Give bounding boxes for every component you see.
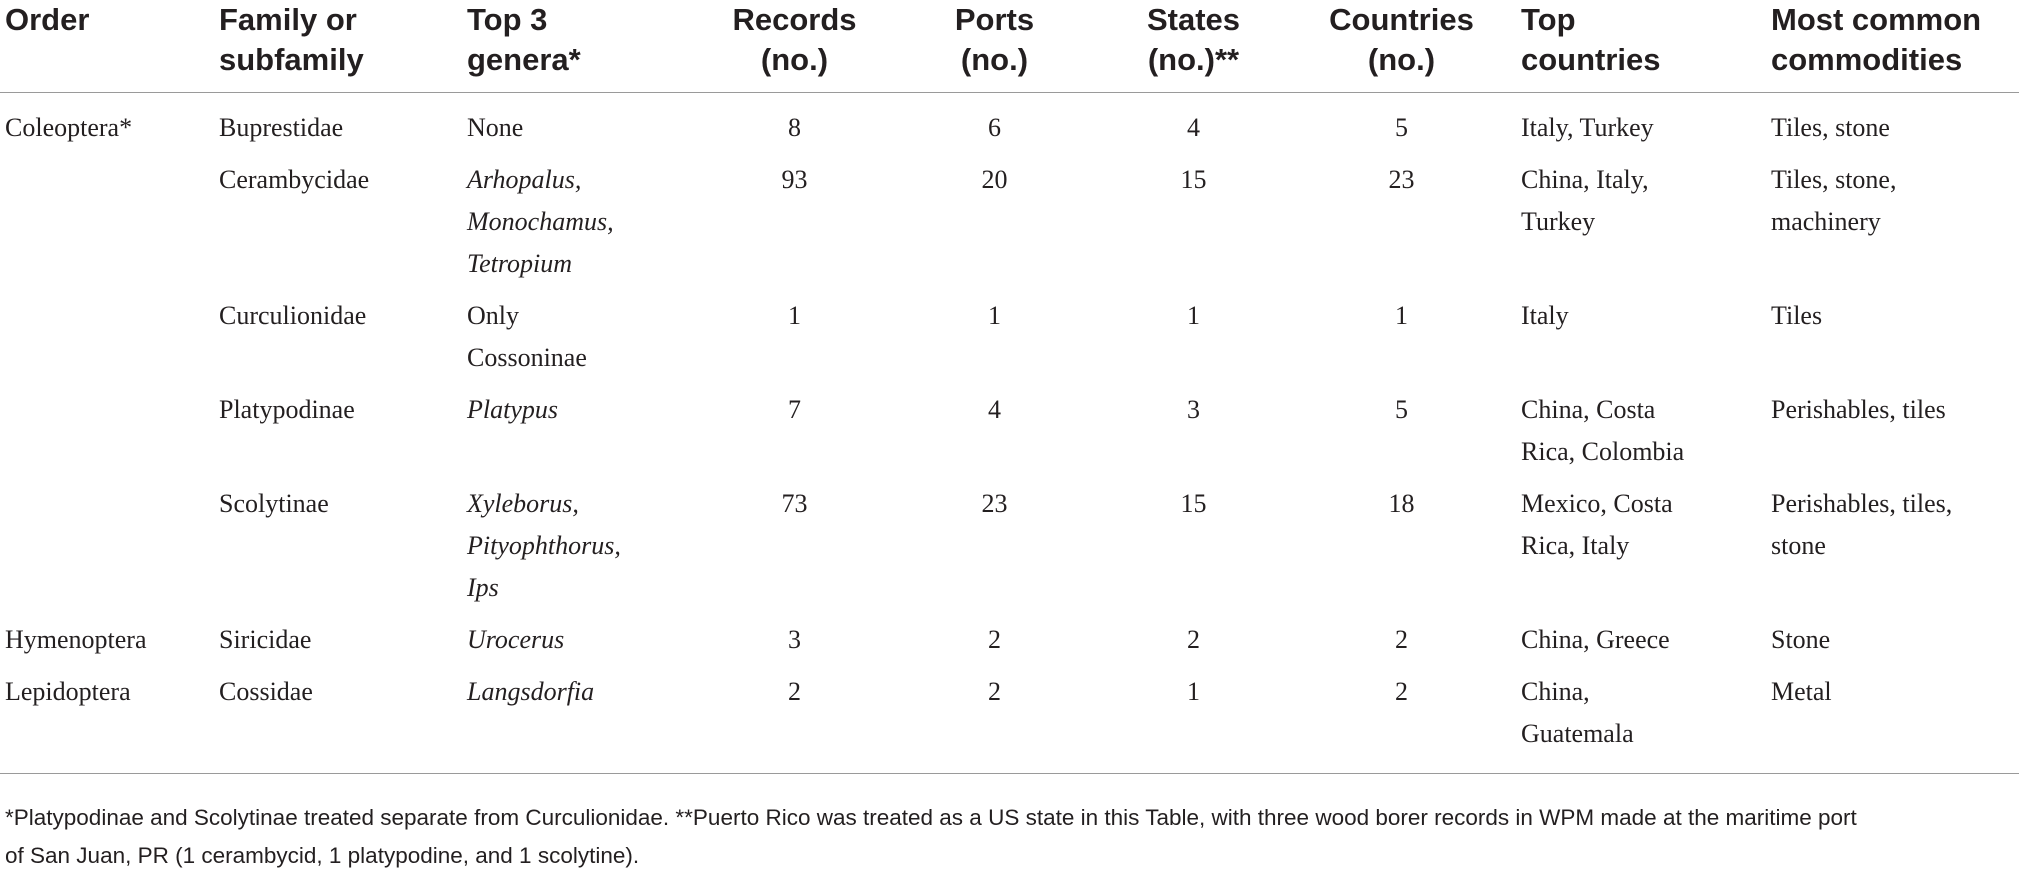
cell-genera-text: Urocerus [467,625,565,654]
header-ports: Ports (no.) [888,0,1100,93]
table-footnote [5,799,2010,875]
cell-commodities-text: Tiles, stone [1771,113,1890,142]
cell-family [214,483,462,619]
table-header-row [0,0,2019,93]
cell-states-text: 1 [1187,677,1200,706]
cell-ports [888,483,1100,619]
cell-genera [462,671,700,774]
cell-records-text: 7 [788,395,801,424]
cell-top-countries [1516,671,1766,774]
cell-top-countries-text: China, Italy, Turkey [1521,165,1649,236]
cell-family-text: Scolytinae [219,489,329,518]
cell-states [1100,159,1286,295]
cell-family [214,389,462,483]
cell-ports [888,295,1100,389]
cell-records-text: 1 [788,301,801,330]
cell-records-text: 93 [781,165,808,194]
cell-ports [888,159,1100,295]
cell-family-text: Cossidae [219,677,313,706]
footnote-line: *Platypodinae and Scolytinae treated separate from Curculionidae. **Puerto Rico was treated as a US state in this Table, with three wood borer records in WPM made at the maritime port [5,805,1857,830]
table-row [0,483,2019,619]
cell-family-text: Platypodinae [219,395,355,424]
cell-commodities [1766,671,2019,774]
cell-genera [462,389,700,483]
cell-genera-text: None [467,113,524,142]
cell-top-countries [1516,619,1766,671]
cell-ports-text: 20 [981,165,1008,194]
cell-records-text: 2 [788,677,801,706]
cell-states-text: 3 [1187,395,1200,424]
cell-order [0,93,214,160]
cell-ports [888,93,1100,160]
table-row [0,295,2019,389]
cell-commodities-text: Tiles [1771,301,1823,330]
cell-genera-text: Platypus [467,395,558,424]
cell-records [700,93,888,160]
cell-states-text: 15 [1180,165,1207,194]
header-order: Order [0,0,214,93]
header-family: Family or subfamily [214,0,462,93]
cell-top-countries-text: China, Greece [1521,625,1670,654]
cell-countries-text: 23 [1388,165,1415,194]
cell-countries-text: 2 [1395,677,1408,706]
cell-ports-text: 4 [988,395,1001,424]
cell-ports [888,389,1100,483]
cell-states-text: 2 [1187,625,1200,654]
cell-top-countries [1516,295,1766,389]
cell-countries-text: 5 [1395,113,1408,142]
cell-top-countries-text: Italy [1521,301,1569,330]
cell-countries-text: 5 [1395,395,1408,424]
cell-genera [462,483,700,619]
cell-ports [888,671,1100,774]
cell-order [0,671,214,774]
cell-order [0,619,214,671]
footnote-line: of San Juan, PR (1 cerambycid, 1 platypodine, and 1 scolytine). [5,843,640,868]
cell-top-countries [1516,389,1766,483]
header-genera: Top 3 genera* [462,0,700,93]
cell-states [1100,671,1286,774]
cell-commodities [1766,93,2019,160]
cell-family [214,159,462,295]
cell-records [700,389,888,483]
cell-commodities-text: Metal [1771,677,1832,706]
cell-commodities-text: Stone [1771,625,1831,654]
cell-genera [462,619,700,671]
cell-records-text: 8 [788,113,801,142]
cell-commodities [1766,159,2019,295]
cell-order [0,295,214,389]
cell-top-countries-text: China, Guatemala [1521,677,1634,748]
cell-countries [1286,295,1516,389]
table-row [0,671,2019,774]
cell-commodities [1766,295,2019,389]
header-records: Records (no.) [700,0,888,93]
cell-family [214,93,462,160]
cell-commodities-text: Tiles, stone, machinery [1771,165,1897,236]
header-top-countries: Top countries [1516,0,1766,93]
cell-top-countries-text: Mexico, Costa Rica, Italy [1521,489,1673,560]
cell-ports-text: 23 [981,489,1008,518]
cell-countries [1286,93,1516,160]
cell-states [1100,93,1286,160]
cell-countries [1286,619,1516,671]
cell-order [0,159,214,295]
cell-countries-text: 18 [1388,489,1415,518]
cell-order [0,483,214,619]
cell-states [1100,483,1286,619]
cell-order-text: Coleoptera* [5,113,133,142]
header-commodities: Most common commodities [1766,0,2019,93]
cell-family-text: Siricidae [219,625,312,654]
cell-family-text: Buprestidae [219,113,344,142]
header-countries: Countries (no.) [1286,0,1516,93]
cell-family [214,619,462,671]
cell-genera-text: Xyleborus, Pityophthorus, Ips [467,489,621,602]
cell-ports [888,619,1100,671]
table-row [0,619,2019,671]
cell-top-countries-text: Italy, Turkey [1521,113,1654,142]
cell-commodities-text: Perishables, tiles, stone [1771,489,1953,560]
cell-records [700,159,888,295]
cell-family [214,671,462,774]
cell-commodities-text: Perishables, tiles [1771,395,1946,424]
cell-states-text: 1 [1187,301,1200,330]
cell-top-countries [1516,483,1766,619]
cell-records-text: 3 [788,625,801,654]
cell-order [0,389,214,483]
header-states: States (no.)** [1100,0,1286,93]
cell-ports-text: 2 [988,625,1001,654]
cell-states [1100,619,1286,671]
cell-states [1100,295,1286,389]
cell-ports-text: 6 [988,113,1001,142]
table-row [0,159,2019,295]
cell-states-text: 4 [1187,113,1200,142]
cell-commodities [1766,483,2019,619]
cell-records [700,295,888,389]
cell-countries [1286,159,1516,295]
cell-states [1100,389,1286,483]
cell-genera [462,159,700,295]
cell-states-text: 15 [1180,489,1207,518]
cell-family-text: Cerambycidae [219,165,370,194]
cell-countries-text: 2 [1395,625,1408,654]
cell-ports-text: 1 [988,301,1001,330]
cell-genera-text: Langsdorfia [467,677,595,706]
cell-genera [462,295,700,389]
cell-order-text: Lepidoptera [5,677,131,706]
table-row [0,389,2019,483]
cell-records [700,483,888,619]
cell-commodities [1766,389,2019,483]
cell-order-text: Hymenoptera [5,625,147,654]
cell-records [700,671,888,774]
cell-genera-text: Only Cossoninae [467,301,587,372]
cell-records-text: 73 [781,489,808,518]
cell-family [214,295,462,389]
cell-top-countries-text: China, Costa Rica, Colombia [1521,395,1685,466]
cell-family-text: Curculionidae [219,301,367,330]
cell-countries [1286,483,1516,619]
table-body [0,93,2019,774]
cell-genera [462,93,700,160]
cell-commodities [1766,619,2019,671]
cell-top-countries [1516,159,1766,295]
cell-ports-text: 2 [988,677,1001,706]
table-row [0,93,2019,160]
cell-countries-text: 1 [1395,301,1408,330]
cell-records [700,619,888,671]
cell-countries [1286,389,1516,483]
cell-countries [1286,671,1516,774]
cell-top-countries [1516,93,1766,160]
cell-genera-text: Arhopalus, Monochamus, Tetropium [467,165,614,278]
